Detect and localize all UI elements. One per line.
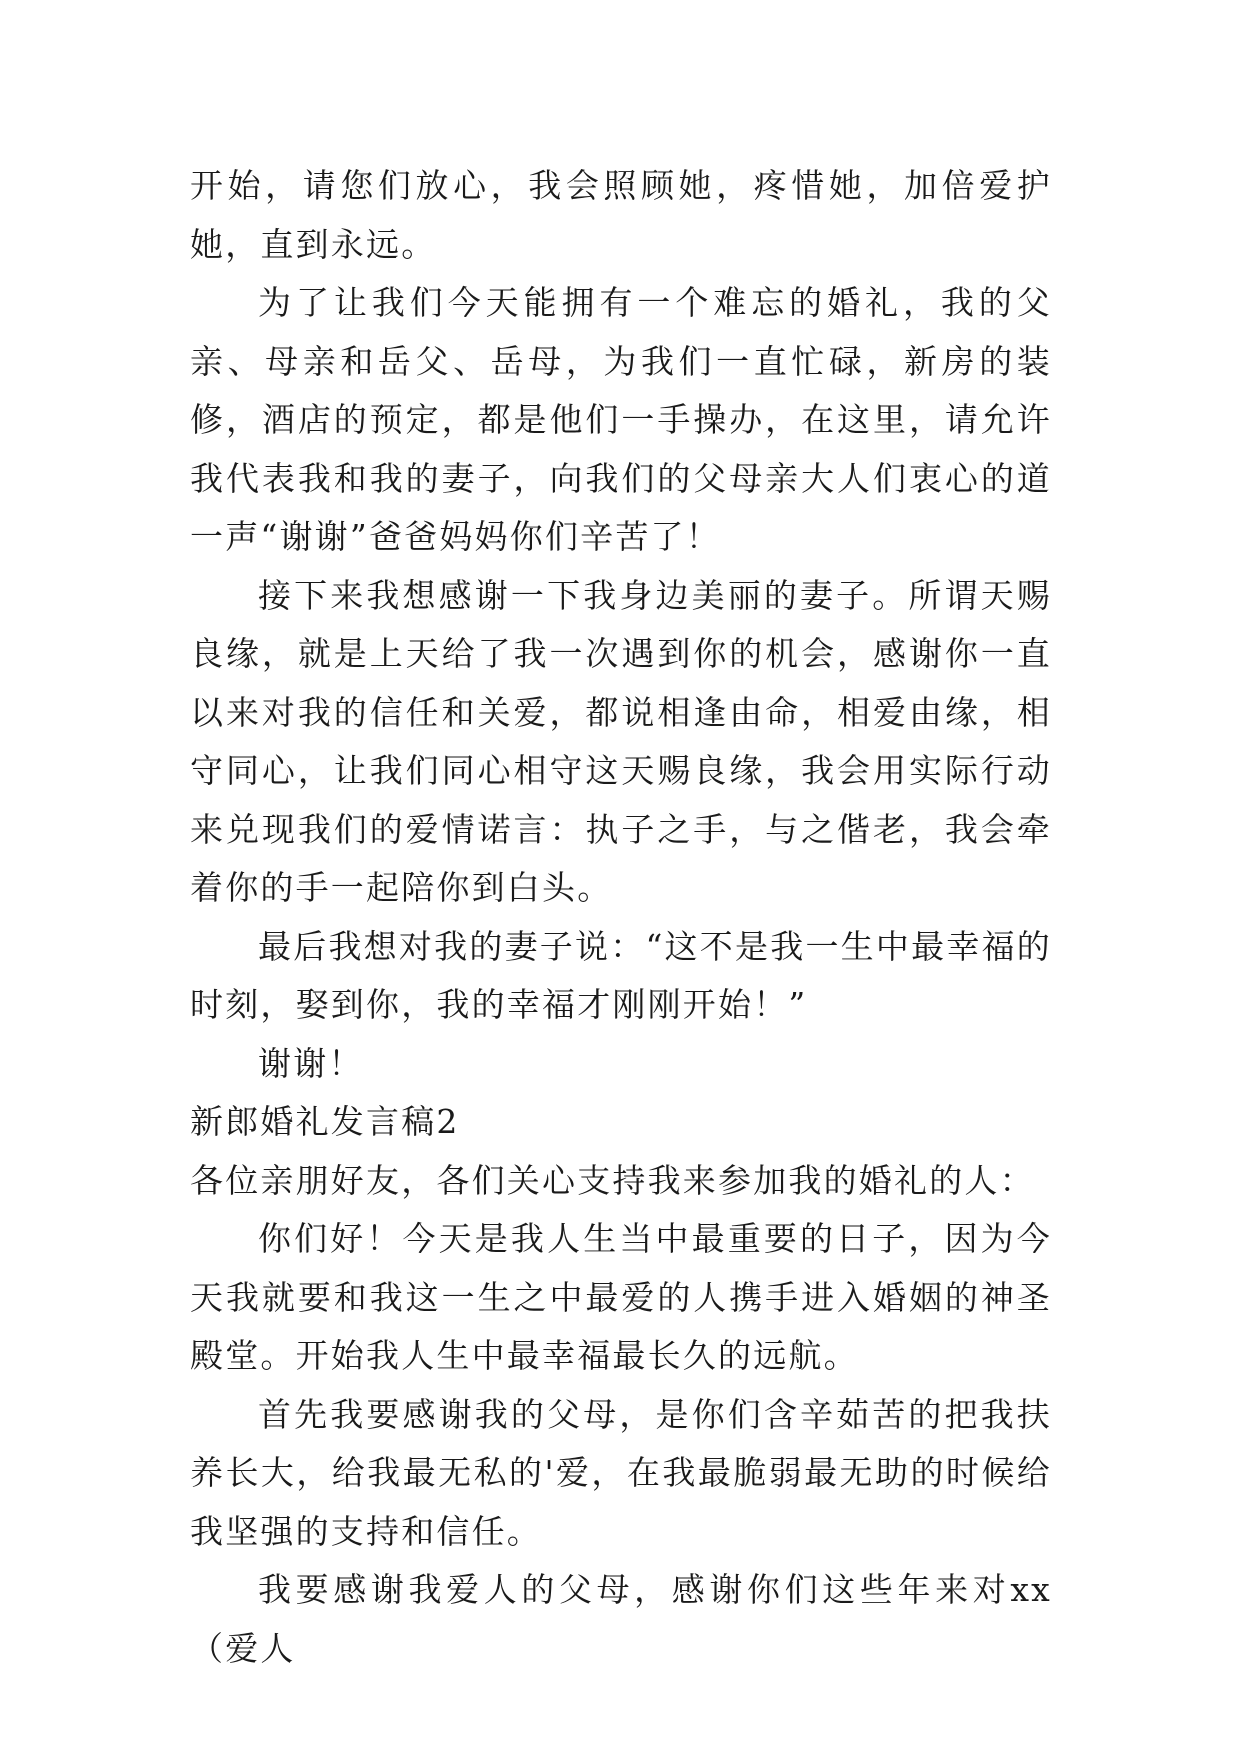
- document-body: [190, 157, 1052, 1678]
- paragraph-thanks-parents: 为了让我们今天能拥有一个难忘的婚礼，我的父亲、母亲和岳父、岳母，为我们一直忙碌，新房的装修，酒店的预定，都是他们一手操办，在这里，请允许我代表我和我的妻子，向我们的父母亲大人们衷心的道一声“谢谢”爸爸妈妈你们辛苦了！: [190, 283, 1052, 556]
- paragraph-greeting: 你们好！今天是我人生当中最重要的日子，因为今天我就要和我这一生之中最爱的人携手进入婚姻的神圣殿堂。开始我人生中最幸福最长久的远航。: [190, 1219, 1052, 1375]
- paragraph-words-to-wife: 最后我想对我的妻子说：“这不是我一生中最幸福的时刻，娶到你，我的幸福才刚刚开始！”: [190, 926, 1052, 1024]
- paragraph-continuation: 开始，请您们放心，我会照顾她，疼惜她，加倍爱护她，直到永远。: [190, 166, 1052, 264]
- paragraph-thanks-own-parents: 首先我要感谢我的父母，是你们含辛茹苦的把我扶养长大，给我最无私的'爱，在我最脆弱最无助的时候给我坚强的支持和信任。: [190, 1394, 1052, 1551]
- paragraph-salutation: 各位亲朋好友，各们关心支持我来参加我的婚礼的人：: [190, 1160, 1035, 1200]
- section-heading: 新郎婚礼发言稿2: [190, 1102, 460, 1141]
- paragraph-thanks-wife: 接下来我想感谢一下我身边美丽的妻子。所谓天赐良缘，就是上天给了我一次遇到你的机会，感谢你一直以来对我的信任和关爱，都说相逢由命，相爱由缘，相守同心，让我们同心相守这天赐良缘，我会用实际行动来兑现我们的爱情诺言：执子之手，与之偕老，我会牵着你的手一起陪你到白头。: [190, 575, 1052, 907]
- paragraph-thanks-in-laws: 我要感谢我爱人的父母，感谢你们这些年来对xx（爱人: [190, 1570, 1052, 1668]
- paragraph-closing-thanks: 谢谢！: [258, 1043, 364, 1083]
